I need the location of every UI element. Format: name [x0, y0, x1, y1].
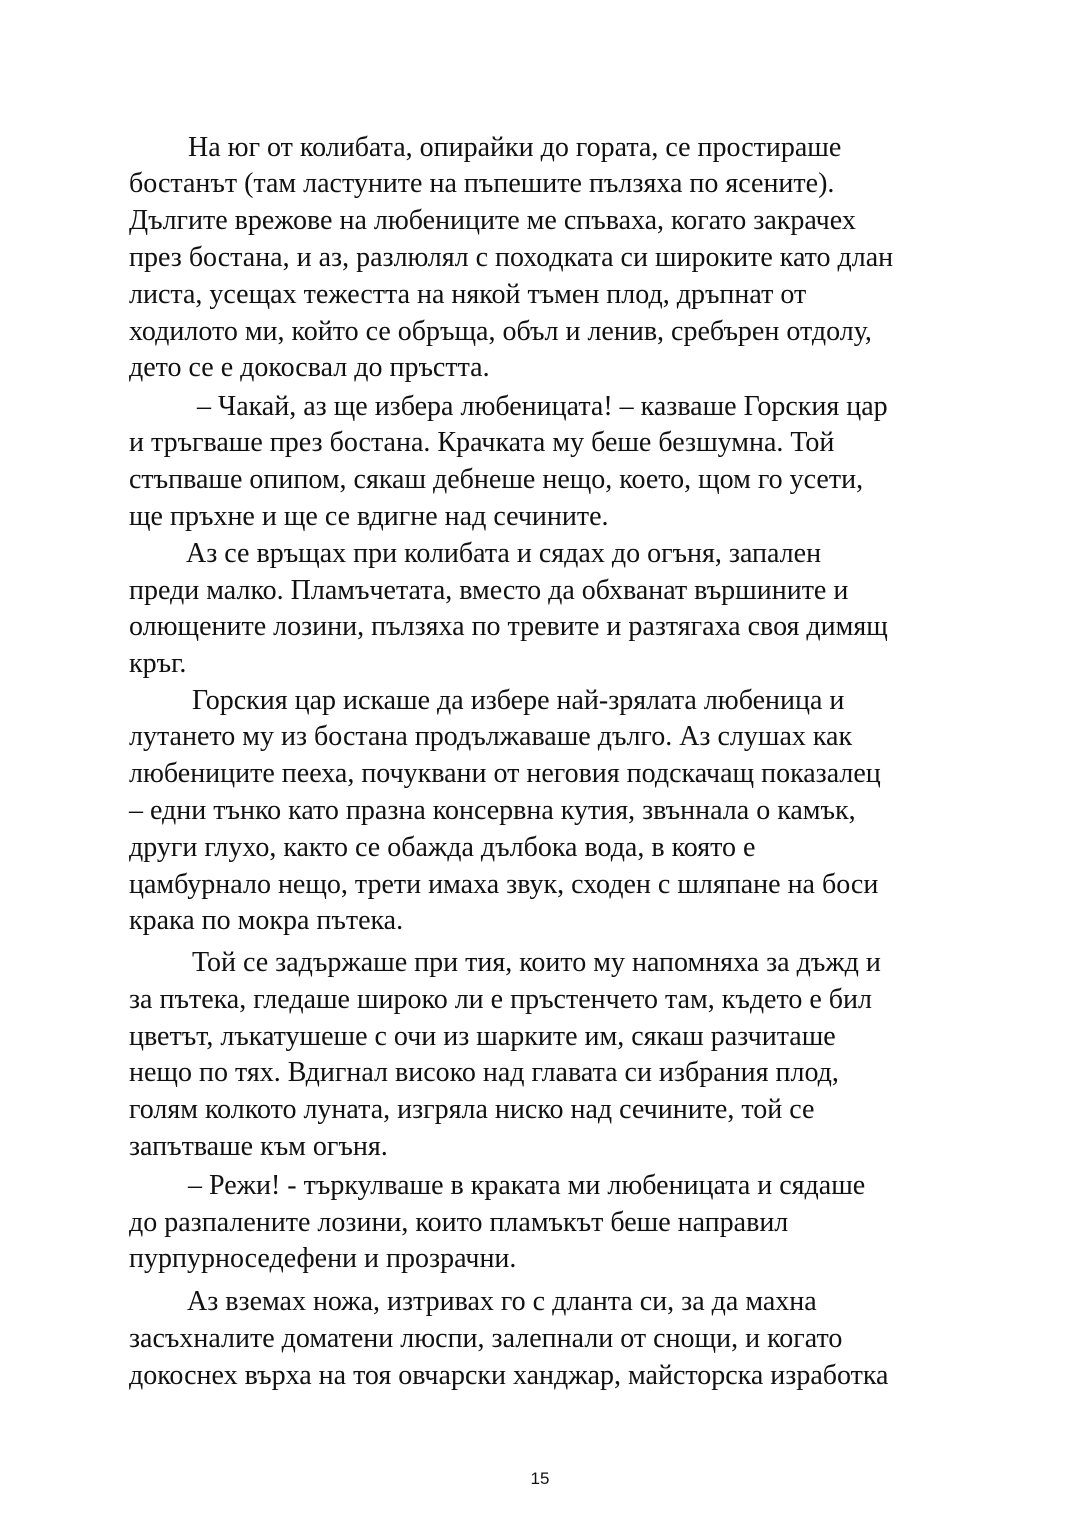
text-line: запътваше към огъня. — [129, 1131, 388, 1162]
text-line: любениците пееха, почуквани от неговия подскачащ показалец — [129, 758, 881, 789]
text-line: – Чакай, аз ще избера любеницата! – казваше Горския цар — [197, 391, 888, 422]
text-line: – Режи! - търкулваше в краката ми любеницата и сядаше — [188, 1170, 866, 1201]
text-line: през бостана, и аз, разлюлял с походката си широките като длан — [129, 242, 894, 273]
text-line: цамбурнало нещо, трети имаха звук, сходен с шляпане на боси — [129, 869, 879, 900]
text-line: други глухо, както се обажда дълбока вода, в която е — [129, 832, 756, 863]
text-line: до разпалените лозини, които пламъкът беше направил — [129, 1207, 789, 1238]
text-line: На юг от колибата, опирайки до гората, се простираше — [188, 132, 842, 163]
text-line: цветът, лъкатушеше с очи из шарките им, сякаш разчиташе — [129, 1021, 836, 1052]
text-line: Аз се връщах при колибата и сядах до огъня, запален — [186, 538, 822, 569]
text-line: ходилото ми, който се обръща, объл и ленив, сребърен отдолу, — [129, 316, 872, 347]
text-line: за пътека, гледаше широко ли е пръстенчето там, където е бил — [129, 984, 872, 1015]
text-line: ще пръхне и ще се вдигне над сечините. — [129, 501, 609, 532]
text-line: нещо по тях. Вдигнал високо над главата си избрания плод, — [129, 1057, 839, 1088]
text-line: олющените лозини, пълзяха по тревите и разтягаха своя димящ — [129, 611, 888, 642]
text-line: докоснех върха на тоя овчарски ханджар, майсторска изработка — [129, 1360, 889, 1391]
text-line: засъхналите доматени люспи, залепнали от снощи, и когато — [129, 1323, 843, 1354]
text-line: лутането му из бостана продължаваше дълго. Аз слушах как — [129, 721, 853, 752]
text-line: бостанът (там ластуните на пъпешите пълзяха по ясените). — [129, 168, 835, 199]
text-line: Той се задържаше при тия, които му напомняха за дъжд и — [192, 947, 881, 978]
text-line: Дългите врежове на любениците ме спъваха, когато закрачех — [129, 205, 856, 236]
text-line: стъпваше опипом, сякаш дебнеше нещо, което, щом го усети, — [129, 464, 864, 495]
text-line: – едни тънко като празна консервна кутия, звъннала о камък, — [129, 795, 856, 826]
text-line: кръг. — [129, 648, 187, 679]
text-line: преди малко. Пламъчетата, вместо да обхванат вършините и — [129, 575, 849, 606]
page-number: 15 — [530, 1469, 550, 1488]
text-line: голям колкото луната, изгряла ниско над сечините, той се — [129, 1094, 815, 1125]
text-line: пурпурноседефени и прозрачни. — [129, 1243, 517, 1274]
text-line: листа, усещах тежестта на някой тъмен плод, дръпнат от — [129, 279, 807, 310]
text-line: крака по мокра пътека. — [129, 905, 404, 936]
text-line: Аз вземах ножа, изтривах го с дланта си, за да махна — [187, 1286, 817, 1317]
text-line: и тръгваше през бостана. Крачката му беше безшумна. Той — [129, 427, 835, 458]
text-line: дето се е докосвал до пръстта. — [129, 352, 490, 383]
text-line: Горския цар искаше да избере най-зрялата любеница и — [192, 685, 845, 716]
